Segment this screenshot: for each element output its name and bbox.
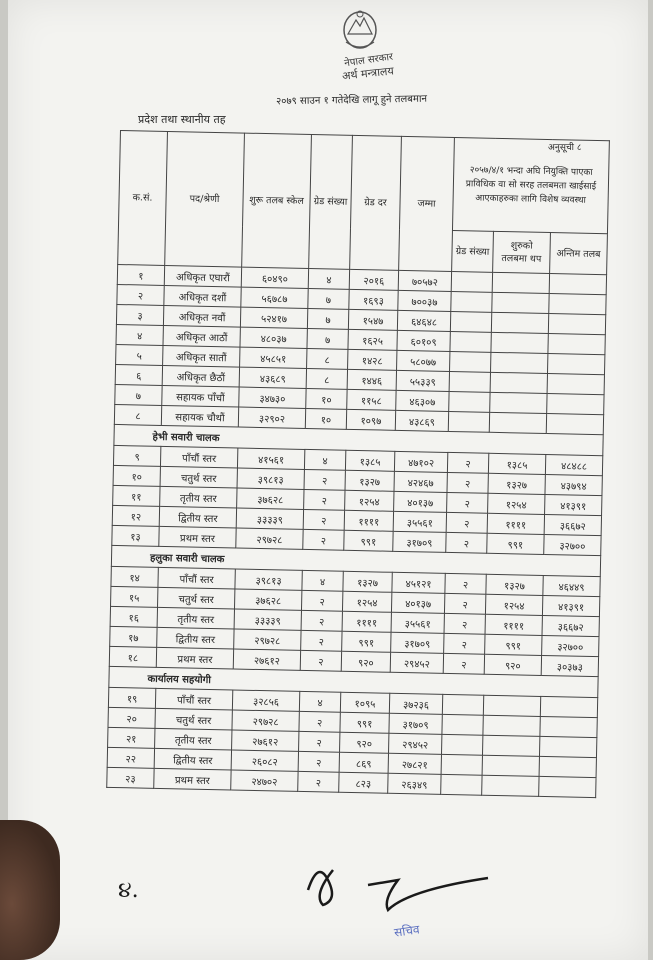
table-cell: ३०३७३ [541, 655, 598, 676]
group-title: कार्यालय सहयोगी [109, 666, 598, 697]
table-cell: ८ [307, 348, 348, 369]
table-cell: ७०५७२ [398, 270, 451, 291]
header-grade-rate: ग्रेड दर [350, 135, 402, 270]
table-cell: ६०४९० [241, 267, 308, 288]
table-cell: पाँचौं स्तर [158, 567, 235, 589]
table-cell: ७ [307, 328, 348, 349]
table-cell: ३१७०९ [389, 713, 442, 734]
table-cell: १२५४ [488, 493, 545, 514]
table-cell: ११५८ [347, 389, 396, 410]
signature-mark-1: ૪. [118, 878, 139, 903]
table-cell: पाँचौं स्तर [155, 688, 232, 710]
table-cell: ११११ [485, 614, 542, 635]
table-cell: ३३३३९ [236, 508, 303, 529]
table-cell [450, 351, 491, 372]
table-cell: द्वितीय स्तर [157, 627, 234, 649]
table-cell [490, 392, 547, 413]
table-cell: १५ [111, 586, 158, 607]
table-cell: २ [301, 630, 342, 651]
table-cell: ८ [306, 368, 347, 389]
table-cell: २९४५२ [389, 733, 442, 754]
table-cell [489, 412, 546, 433]
table-cell: ३२७०० [544, 534, 601, 555]
table-cell: ९२० [341, 651, 390, 672]
table-cell: १४४६ [347, 369, 396, 390]
table-cell: ६०१०९ [397, 330, 450, 351]
salary-table [106, 130, 610, 798]
annex-label: अनुसूची ८ [548, 143, 582, 153]
table-cell: प्रथम स्तर [154, 768, 231, 790]
table-cell [546, 413, 603, 434]
table-cell: ३१७०९ [393, 531, 446, 552]
table-cell: चतुर्थ स्तर [160, 466, 237, 488]
table-cell: सहायक चौथौं [161, 405, 238, 427]
table-cell: ४८४८८ [545, 454, 602, 475]
table-cell [548, 314, 605, 335]
table-cell: २ [299, 731, 340, 752]
nepal-emblem-icon [330, 6, 390, 56]
group-title: हेभी सवारी चालक [114, 424, 603, 455]
table-cell: २ [444, 633, 485, 654]
table-cell: ३६६७२ [542, 615, 599, 636]
table-cell: २९७२८ [232, 710, 299, 731]
table-cell: ८२३ [339, 772, 388, 793]
table-cell: २ [301, 610, 342, 631]
table-cell: २१ [108, 727, 155, 748]
table-cell [483, 695, 540, 716]
table-cell [492, 272, 549, 293]
table-cell: ३२७०० [542, 635, 599, 656]
table-cell: २६०८२ [231, 750, 298, 771]
table-cell: अधिकृत छैठौं [162, 365, 239, 387]
table-cell: ५६७८७ [241, 287, 308, 308]
table-cell: २३ [107, 767, 154, 788]
table-cell: ४५८५१ [240, 347, 307, 368]
table-cell: ९२० [484, 654, 541, 675]
table-cell: ४ [302, 570, 343, 591]
table-cell: ३४७३० [239, 387, 306, 408]
table-cell: ४ [116, 324, 163, 345]
table-cell: २० [108, 707, 155, 728]
table-cell: ४७१०२ [394, 451, 447, 472]
table-cell: चतुर्थ स्तर [158, 587, 235, 609]
table-cell: ३७६२८ [237, 488, 304, 509]
handwritten-signatures [288, 850, 518, 920]
header-sp-grade: ग्रेड संख्या [452, 230, 494, 272]
table-cell: २ [304, 469, 345, 490]
table-cell: प्रथम स्तर [159, 526, 236, 548]
table-cell: ११११ [344, 510, 393, 531]
table-cell: ७ [307, 308, 348, 329]
table-cell [547, 374, 604, 395]
table-cell: तृतीय स्तर [160, 486, 237, 508]
table-cell: २ [299, 711, 340, 732]
table-cell: १०९५ [340, 692, 389, 713]
table-cell: २ [446, 532, 487, 553]
table-cell: १८ [109, 646, 156, 667]
table-cell: अधिकृत आठौं [163, 325, 240, 347]
table-cell: ४६४४९ [543, 575, 600, 596]
table-cell: ९९१ [340, 712, 389, 733]
table-cell [539, 776, 596, 797]
table-cell: ३५५६१ [391, 612, 444, 633]
table-cell: ४१३९१ [542, 595, 599, 616]
table-cell: तृतीय स्तर [157, 607, 234, 629]
table-cell [540, 696, 597, 717]
table-cell: १० [306, 388, 347, 409]
table-cell [539, 756, 596, 777]
table-cell: २ [445, 573, 486, 594]
table-cell [441, 734, 482, 755]
table-cell: ४३६८९ [239, 367, 306, 388]
table-cell: ३१७०९ [391, 632, 444, 653]
ministry-name: अर्थ मन्त्रालय [341, 64, 395, 83]
table-cell [450, 331, 491, 352]
table-cell: २६३४९ [388, 773, 441, 794]
table-cell: ११११ [342, 611, 391, 632]
table-cell: २ [444, 593, 485, 614]
table-cell [539, 736, 596, 757]
header-special: २०५७/४/१ भन्दा अघि नियुक्ति पाएका प्राविधिक वा सो सरह तलबमता खाईसाई आएकाहरुका लागि विशेष व्यवस्था [452, 138, 609, 234]
table-cell: ४०१३७ [391, 592, 444, 613]
header-sp-added: शुरुको तलबमा थप [493, 231, 551, 273]
table-cell: ७ [308, 288, 349, 309]
header-total: जम्मा [399, 136, 455, 271]
table-cell [483, 715, 540, 736]
table-cell: प्रथम स्तर [156, 647, 233, 669]
table-cell: अधिकृत सातौं [163, 345, 240, 367]
table-cell: अधिकृत नवौं [163, 305, 240, 327]
table-cell: ४२४६७ [394, 471, 447, 492]
table-cell: ३९८१३ [235, 569, 302, 590]
table-cell [451, 291, 492, 312]
header-post: पद/श्रेणी [165, 131, 245, 267]
table-cell: ४०१३७ [394, 491, 447, 512]
table-cell: ३६६७२ [544, 514, 601, 535]
table-cell: १३२७ [486, 574, 543, 595]
group-title: हलुका सवारी चालक [111, 545, 600, 576]
table-cell: ८ [114, 404, 161, 425]
table-cell [547, 354, 604, 375]
table-cell: ९९१ [344, 530, 393, 551]
table-cell: २ [300, 650, 341, 671]
table-cell [491, 312, 548, 333]
table-cell: ११ [113, 485, 160, 506]
salary-table-body [107, 264, 607, 797]
table-cell: १६९३ [349, 289, 398, 310]
table-cell: ९९१ [342, 631, 391, 652]
table-cell: २२ [107, 747, 154, 768]
table-cell: अधिकृत एघारौं [164, 265, 241, 287]
table-cell: अधिकृत दशौं [164, 285, 241, 307]
table-cell: २ [298, 751, 339, 772]
table-cell [490, 372, 547, 393]
table-cell: १२५४ [342, 591, 391, 612]
table-cell: २०१६ [349, 269, 398, 290]
table-cell: २७६१२ [233, 649, 300, 670]
table-cell [441, 774, 482, 795]
table-cell: २९७२८ [234, 629, 301, 650]
table-cell: २७६१२ [232, 730, 299, 751]
section-title: प्रदेश तथा स्थानीय तह [138, 113, 226, 126]
table-cell [491, 332, 548, 353]
table-cell: ३२८५६ [232, 690, 299, 711]
table-cell: १६ [110, 606, 157, 627]
table-cell: १३८५ [345, 450, 394, 471]
table-cell: २ [443, 653, 484, 674]
table-cell [451, 271, 492, 292]
table-cell: ३३३३९ [234, 609, 301, 630]
header-sp-final: अन्तिम तलब [550, 233, 608, 275]
table-cell: ९ [113, 445, 160, 466]
header-grade-count: ग्रेड संख्या [309, 135, 353, 270]
table-cell: १३ [112, 525, 159, 546]
table-cell: १० [113, 465, 160, 486]
table-cell: ११११ [487, 513, 544, 534]
table-cell [449, 391, 490, 412]
table-cell: १४ [111, 566, 158, 587]
table-cell: ६४६४८ [397, 310, 450, 331]
table-cell: १४२८ [348, 349, 397, 370]
table-cell: ७००३७ [398, 290, 451, 311]
document-subtitle: २०७९ साउन १ गतेदेखि लागू हुने तलबमान [275, 93, 428, 108]
table-cell [492, 292, 549, 313]
header-sn: क.सं. [118, 131, 168, 266]
table-cell: ४१५६१ [237, 448, 304, 469]
table-cell: २९४५२ [390, 652, 443, 673]
table-cell: १३८५ [488, 453, 545, 474]
table-cell: १३२७ [488, 473, 545, 494]
table-cell: २७८२१ [388, 753, 441, 774]
table-cell: १७ [110, 626, 157, 647]
table-cell: ४३७९४ [545, 474, 602, 495]
table-cell [491, 352, 548, 373]
table-cell [482, 775, 539, 796]
table-cell: ४१३९१ [545, 494, 602, 515]
table-cell: १५४७ [348, 309, 397, 330]
table-cell: २ [447, 472, 488, 493]
table-cell: १३२७ [345, 470, 394, 491]
table-cell [449, 371, 490, 392]
table-cell: ४ [304, 449, 345, 470]
government-name: नेपाल सरकार [343, 51, 394, 70]
table-cell: ५ [116, 344, 163, 365]
table-cell: २ [303, 509, 344, 530]
table-cell: १२५४ [485, 594, 542, 615]
table-cell: १९ [108, 687, 155, 708]
table-cell: तृतीय स्तर [155, 728, 232, 750]
table-cell: २ [303, 529, 344, 550]
table-cell: २ [304, 489, 345, 510]
table-cell: ५५३३९ [396, 370, 449, 391]
table-cell [441, 754, 482, 775]
hand-photo-edge [0, 820, 60, 960]
table-cell: ३७६२८ [234, 589, 301, 610]
table-cell: ५८०७७ [397, 350, 450, 371]
table-cell: ३ [116, 304, 163, 325]
table-cell: ४८०३७ [240, 327, 307, 348]
table-cell: ४३८६९ [395, 410, 448, 431]
table-cell: सहायक पाँचौं [162, 385, 239, 407]
table-cell: ५२४१७ [240, 307, 307, 328]
table-cell: २९७२८ [236, 528, 303, 549]
table-cell: १२५४ [345, 490, 394, 511]
table-cell: २ [298, 771, 339, 792]
table-cell: ४ [299, 691, 340, 712]
table-cell [448, 411, 489, 432]
table-cell: ४५१२१ [392, 572, 445, 593]
header-start-scale: शुरू तलब स्केल [242, 133, 312, 268]
table-cell [482, 755, 539, 776]
table-cell [540, 716, 597, 737]
table-cell: ६ [115, 364, 162, 385]
table-cell: द्वितीय स्तर [159, 506, 236, 528]
table-cell [548, 334, 605, 355]
table-cell [549, 294, 606, 315]
table-cell: १ [117, 264, 164, 285]
table-cell [442, 714, 483, 735]
table-cell: ४६३०७ [396, 390, 449, 411]
table-cell: २ [444, 613, 485, 634]
table-cell: १० [305, 408, 346, 429]
table-cell: ३२९०२ [238, 407, 305, 428]
table-cell: २ [447, 452, 488, 473]
table-cell: ४ [308, 268, 349, 289]
table-cell [549, 274, 606, 295]
table-cell: ३५५६१ [393, 511, 446, 532]
document-page [8, 0, 648, 960]
secretary-stamp: सचिव [393, 922, 421, 940]
table-cell: २ [117, 284, 164, 305]
table-cell [442, 694, 483, 715]
table-cell [450, 311, 491, 332]
table-cell: ७ [115, 384, 162, 405]
table-cell: चतुर्थ स्तर [155, 708, 232, 730]
table-cell: २ [447, 492, 488, 513]
table-cell: ९९१ [487, 533, 544, 554]
table-cell: १०९७ [346, 409, 395, 430]
table-cell: २ [301, 590, 342, 611]
table-cell: ९९१ [485, 634, 542, 655]
table-cell: २ [446, 512, 487, 533]
table-cell: द्वितीय स्तर [154, 748, 231, 770]
table-cell: १२ [112, 505, 159, 526]
table-cell: ३७२३६ [389, 693, 442, 714]
table-cell [547, 394, 604, 415]
table-cell: १६२५ [348, 329, 397, 350]
table-cell: ३९८१३ [237, 468, 304, 489]
table-cell [482, 735, 539, 756]
table-cell: पाँचौं स्तर [160, 446, 237, 468]
table-cell: २४७०२ [231, 770, 298, 791]
table-cell: ८६९ [339, 752, 388, 773]
table-cell: ९२० [340, 732, 389, 753]
table-cell: १३२७ [343, 571, 392, 592]
